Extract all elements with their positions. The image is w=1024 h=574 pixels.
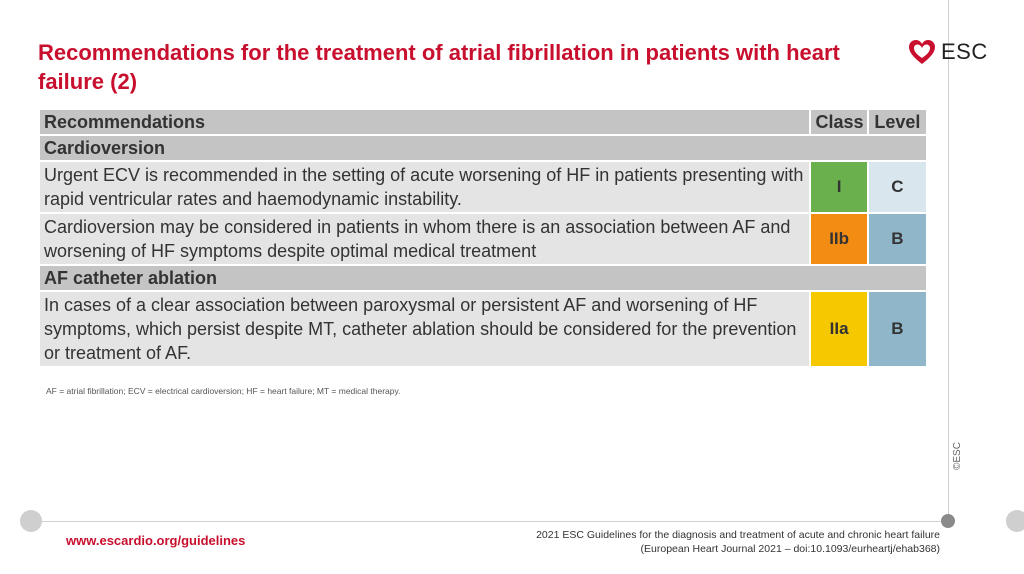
section-row-af-catheter-ablation [40,266,926,290]
recommendation-text: Urgent ECV is recommended in the setting of acute worsening of HF in patients presenting with rapid ventricular rates and haemodynamic instability. [40,162,809,212]
class-badge: I [811,162,866,212]
copyright-label: ©ESC [952,442,963,470]
reference-line-1: 2021 ESC Guidelines for the diagnosis and treatment of acute and chronic heart failure [536,529,940,541]
class-badge: IIb [811,214,866,264]
horizontal-divider [30,521,950,522]
decor-dot-left [20,510,42,532]
reference-citation [520,528,940,556]
table-row [40,214,926,264]
table-row [40,292,926,366]
level-badge: C [869,162,926,212]
recommendation-text: In cases of a clear association between paroxysmal or persistent AF and worsening of HF symptoms, which persist despite MT, catheter ablation should be considered for the prevention or treatment of AF. [40,292,809,366]
recommendations-table [38,108,928,368]
decor-dot-right [941,514,955,528]
logo-text: ESC [941,39,988,64]
header-recommendations: Recommendations [40,110,809,134]
section-row-cardioversion [40,136,926,160]
table-row [40,162,926,212]
esc-logo [907,38,988,66]
abbreviations-footnote: AF = atrial fibrillation; ECV = electrical cardioversion; HF = heart failure; MT = medical therapy. [46,386,401,396]
level-badge: B [869,214,926,264]
header-class: Class [811,110,866,134]
section-title: AF catheter ablation [40,266,926,290]
recommendation-text: Cardioversion may be considered in patients in whom there is an association between AF and worsening of HF symptoms despite optimal medical treatment [40,214,809,264]
level-badge: B [869,292,926,366]
guidelines-link[interactable]: www.escardio.org/guidelines [66,533,246,548]
reference-line-2: (European Heart Journal 2021 – doi:10.1093/eurheartj/ehab368) [640,543,940,555]
decor-dot-far-right [1006,510,1024,532]
vertical-divider [948,0,949,520]
header-level: Level [869,110,926,134]
page-title: Recommendations for the treatment of atrial fibrillation in patients with heart failure (2) [38,40,840,94]
heart-icon [907,38,937,66]
section-title: Cardioversion [40,136,926,160]
table-header-row [40,110,926,134]
class-badge: IIa [811,292,866,366]
